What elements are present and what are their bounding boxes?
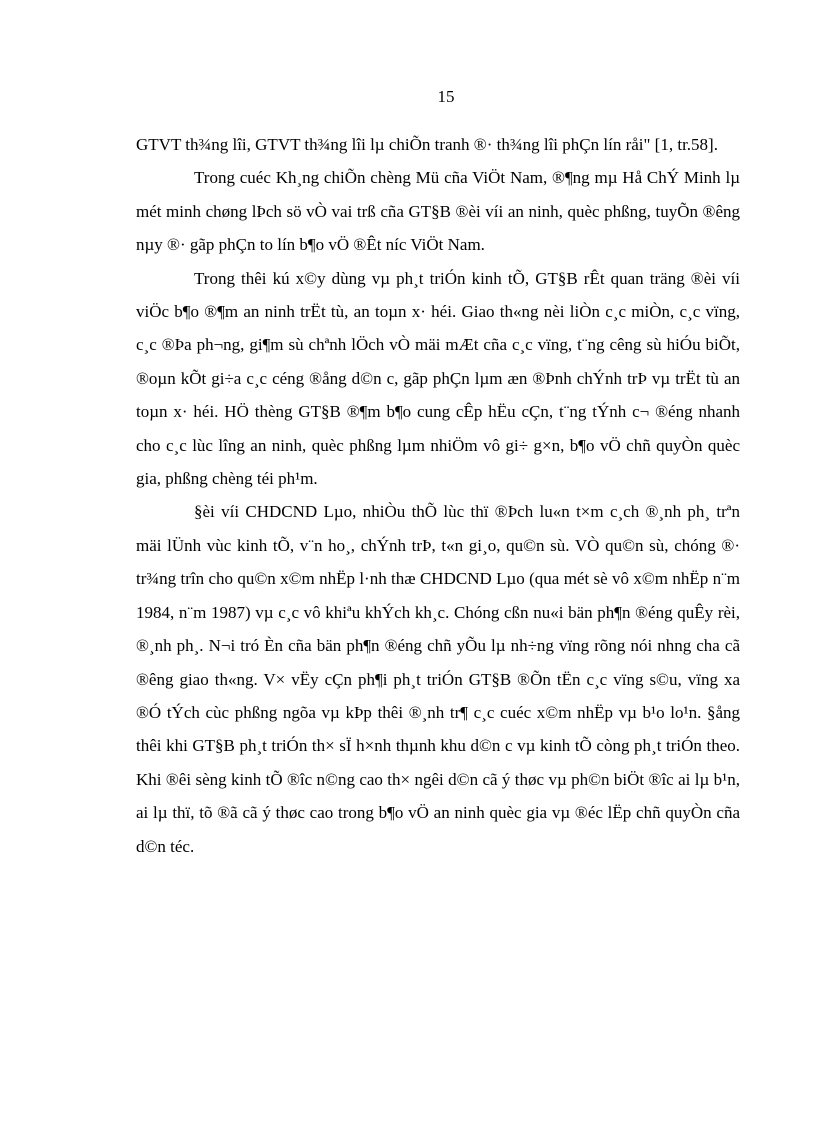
page-number: 15 [437, 87, 455, 106]
paragraph-lao-pdr-security: §èi víi CHDCND Lµo, nhiÒu thÕ lùc thï ®Þch lu«n t×m c¸ch ®¸nh ph¸ trªn mäi lÜnh vùc kinh tÕ, v¨n ho¸, chÝnh trÞ, t«n gi¸o, qu©n sù. VÒ qu©n sù, chóng ®· tr¾ng trîn cho qu©n x©m nhËp l·nh thæ CHDCND Lµo (qua mét sè vô x©m nhËp n¨m 1984, n¨m 1987) vµ c¸c vô khiªu khÝch kh¸c. Chóng cßn nu«i bän ph¶n ®éng quÊy rèi, ®¸nh ph¸. N¬i tró Èn cña bän ph¶n ®éng chñ yÕu lµ nh÷ng vïng rõng nói nhng cha cã ®êng giao th«ng. V× vËy cÇn ph¶i ph¸t triÓn GT§B ®Õn tËn c¸c vïng s©u, vïng xa ®Ó tÝch cùc phßng ngõa vµ kÞp thêi ®¸nh tr¶ c¸c cuéc x©m nhËp vµ b¹o lo¹n. §ång thêi khi GT§B ph¸t triÓn th× sÏ h×nh thµnh khu d©n c vµ kinh tÕ còng ph¸t triÓn theo. Khi ®êi sèng kinh tÕ ®îc n©ng cao th× ngêi d©n cã ý thøc vµ ph©n biÖt ®îc ai lµ b¹n, ai lµ thï, tõ ®ã cã ý thøc cao trong b¶o vÖ an ninh quèc gia vµ ®éc lËp chñ quyÒn cña d©n téc. [136, 502, 740, 856]
paragraph-resistance-war: Trong cuéc Kh¸ng chiÕn chèng Mü cña ViÖt Nam, ®¶ng mµ Hå ChÝ Minh lµ mét minh chøng lÞch sö vÒ vai trß cña GT§B ®èi víi an ninh, quèc phßng, tuyÕn ®êng nµy ®· gãp phÇn to lín b¶o vÖ ®Êt níc ViÖt Nam. [136, 168, 740, 255]
body-text [136, 128, 740, 863]
paragraph-continuation: GTVT th¾ng lîi, GTVT th¾ng lîi lµ chiÕn tranh ®· th¾ng lîi phÇn lín råi" [1, tr.58]. [136, 135, 718, 154]
paragraph-economic-development: Trong thêi kú x©y dùng vµ ph¸t triÓn kinh tÕ, GT§B rÊt quan träng ®èi víi viÖc b¶o ®¶m an ninh trËt tù, an toµn x· héi. Giao th«ng nèi liÒn c¸c miÒn, c¸c vïng, c¸c ®Þa ph¬ng, gi¶m sù chªnh lÖch vÒ mäi mÆt cña c¸c vïng, t¨ng cêng sù hiÓu biÕt, ®oµn kÕt gi÷a c¸c céng ®ång d©n c, gãp phÇn lµm æn ®Þnh chÝnh trÞ vµ trËt tù an toµn x· héi. HÖ thèng GT§B ®¶m b¶o cung cÊp hËu cÇn, t¨ng tÝnh c¬ ®éng nhanh cho c¸c lùc lîng an ninh, quèc phßng lµm nhiÖm vô gi÷ g×n, b¶o vÖ chñ quyÒn quèc gia, phßng chèng téi ph¹m. [136, 268, 740, 489]
